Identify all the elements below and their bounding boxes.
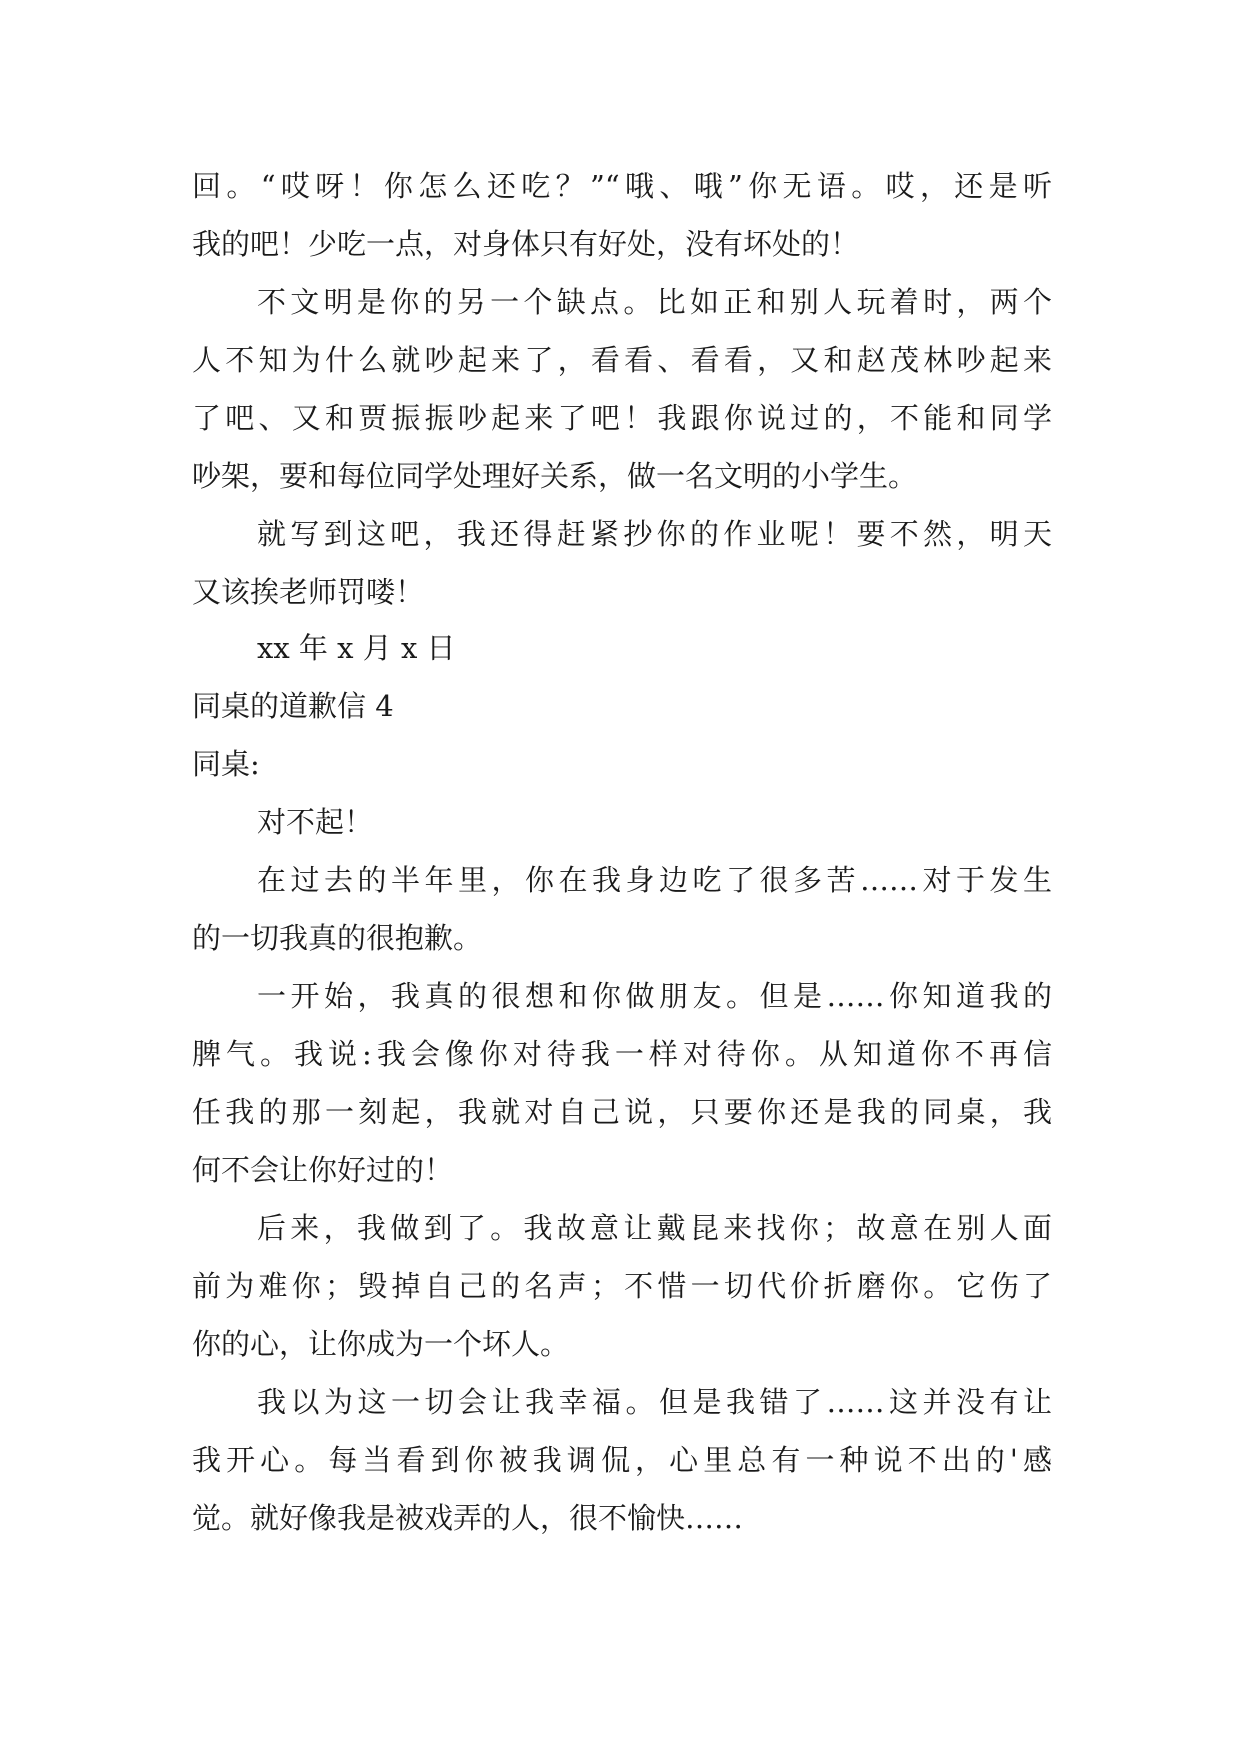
text-line: 吵架，要和每位同学处理好关系，做一名文明的小学生。 [192,459,918,493]
text-line: 对不起！ [257,805,374,839]
text-line: 觉。就好像我是被戏弄的人，很不愉快…… [192,1501,744,1535]
text-line: 一开始，我真的很想和你做朋友。但是……你知道我的 [257,979,1052,1013]
text-line: 不文明是你的另一个缺点。比如正和别人玩着时，两个 [257,285,1052,319]
letter-title: 同桌的道歉信 4 [192,689,394,723]
text-line: 我的吧！少吃一点，对身体只有好处，没有坏处的！ [192,227,860,261]
text-line: 我以为这一切会让我幸福。但是我错了……这并没有让 [257,1385,1052,1419]
text-line: 的一切我真的很抱歉。 [192,921,483,955]
text-line: 又该挨老师罚喽！ [192,575,425,609]
text-line: 后来，我做到了。我故意让戴昆来找你；故意在别人面 [257,1211,1052,1245]
text-line: 就写到这吧，我还得赶紧抄你的作业呢！要不然，明天 [257,517,1052,551]
text-line: 我开心。每当看到你被我调侃，心里总有一种说不出的'感 [192,1443,1052,1477]
text-line: 脾气。我说:我会像你对待我一样对待你。从知道你不再信 [192,1037,1052,1071]
salutation: 同桌: [192,747,260,781]
text-line: 回。“哎呀！你怎么还吃？”“哦、哦”你无语。哎，还是听 [192,169,1052,203]
text-line: 何不会让你好过的！ [192,1153,454,1187]
text-line: 你的心，让你成为一个坏人。 [192,1327,570,1361]
text-line: 在过去的半年里，你在我身边吃了很多苦……对于发生 [257,863,1052,897]
text-line: 前为难你；毁掉自己的名声；不惜一切代价折磨你。它伤了 [192,1269,1052,1303]
letter-date: xx 年 x 月 x 日 [257,631,456,665]
text-line: 了吧、又和贾振振吵起来了吧！我跟你说过的，不能和同学 [192,401,1052,435]
text-line: 任我的那一刻起，我就对自己说，只要你还是我的同桌，我 [192,1095,1052,1129]
text-line: 人不知为什么就吵起来了，看看、看看，又和赵茂林吵起来 [192,343,1052,377]
